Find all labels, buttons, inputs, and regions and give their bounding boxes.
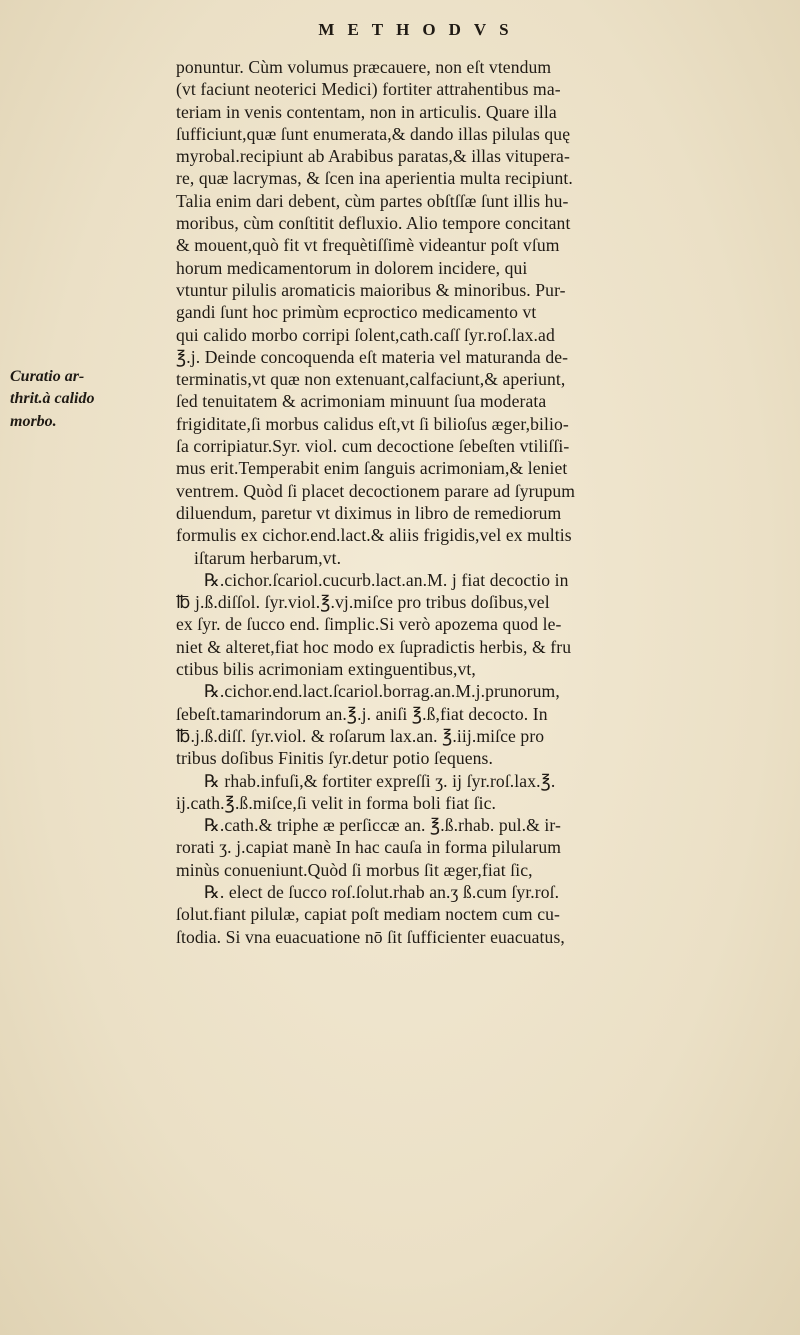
text-line: ctibus bilis acrimoniam extinguentibus,vt,	[176, 659, 476, 680]
text-line: ſufficiunt,quæ ſunt enumerata,& dando illas pilulas quę	[176, 123, 571, 144]
margin-note-line: Curatio ar-	[10, 368, 85, 385]
text-line: moribus, cùm conſtitit defluxio. Alio tempore concitant	[176, 213, 571, 234]
text-line: tribus doſibus Finitis ſyr.detur potio ſequens.	[176, 748, 493, 769]
text-line: formulis ex cichor.end.lact.& aliis frigidis,vel ex multis	[176, 525, 572, 546]
text-line: ponuntur. Cùm volumus præcauere, non eſt vtendum	[176, 57, 552, 77]
text-line: gandi ſunt hoc primùm ecproctico medicamento vt	[176, 302, 537, 323]
text-line: ventrem. Quòd ſi placet decoctionem parare ad ſyrupum	[176, 480, 576, 501]
recipe-line: ℞.cath.& triphe æ perſiccæ an. ℥.ß.rhab. pul.& ir-	[204, 815, 561, 836]
text-line: rorati ʒ. j.capiat manè In hac cauſa in forma pilularum	[176, 837, 562, 858]
text-line: ſtodia. Si vna euacuatione nō ſit ſufficienter euacuatus,	[176, 926, 565, 947]
text-line: terminatis,vt quæ non extenuant,calfaciunt,& aperiunt,	[176, 369, 566, 390]
text-line: iſtarum herbarum,vt.	[194, 547, 342, 568]
text-line: ij.cath.℥.ß.miſce,ſi velit in forma boli fiat ſic.	[176, 792, 497, 813]
text-line: minùs conueniunt.Quòd ſi morbus ſit æger,fiat ſic,	[176, 859, 533, 880]
margin-note-line: thrit.à calido	[10, 390, 95, 408]
text-line: ℔ j.ß.diſſol. ſyr.viol.℥.vj.miſce pro tribus doſibus,vel	[176, 592, 550, 613]
text-line: vtuntur pilulis aromaticis maioribus & minoribus. Pur-	[176, 279, 566, 300]
text-line: ſed tenuitatem & acrimoniam minuunt ſua moderata	[176, 391, 547, 412]
margin-note-line: morbo.	[10, 412, 57, 430]
text-line: ſebeſt.tamarindorum an.℥.j. aniſi ℥.ß,fiat decocto. In	[176, 703, 548, 724]
text-line: ſolut.fiant pilulæ, capiat poſt mediam noctem cum cu-	[176, 904, 560, 925]
text-line: & mouent,quò fit vt frequètiſſimè videantur poſt vſum	[176, 235, 560, 256]
recipe-line: ℞.cichor.end.lact.ſcariol.borrag.an.M.j.prunorum,	[204, 681, 560, 702]
text-line: myrobal.recipiunt ab Arabibus paratas,& illas vitupera-	[176, 146, 570, 167]
recipe-line: ℞.cichor.ſcariol.cucurb.lact.an.M. j fiat decoctio in	[204, 569, 569, 590]
text-line: teriam in venis contentam, non in articulis. Quare illa	[176, 101, 557, 122]
recipe-line: ℞ rhab.infuſi,& fortiter expreſſi ʒ. ij ſyr.roſ.lax.℥.	[204, 770, 556, 791]
text-line: ℔.j.ß.diſſ. ſyr.viol. & roſarum lax.an. ℥.iij.miſce pro	[176, 725, 545, 746]
recipe-line: ℞. elect de ſucco roſ.ſolut.rhab an.ʒ ß.cum ſyr.roſ.	[204, 881, 560, 902]
text-line: horum medicamentorum in dolorem incidere, qui	[176, 257, 528, 278]
margin-note	[10, 366, 170, 433]
text-line: mus erit.Temperabit enim ſanguis acrimoniam,& leniet	[176, 458, 568, 479]
text-line: diluendum, paretur vt diximus in libro de remediorum	[176, 502, 562, 523]
text-line: ex ſyr. de ſucco end. ſimplic.Si verò apozema quod le-	[176, 614, 562, 635]
text-line: frigiditate,ſi morbus calidus eſt,vt ſi bilioſus æger,bilio-	[176, 413, 569, 434]
running-head: METHODVS	[318, 20, 522, 39]
text-line: ℥.j. Deinde concoquenda eſt materia vel maturanda de-	[176, 346, 569, 367]
text-line: re, quæ lacrymas, & ſcen ina aperientia multa recipiunt.	[176, 168, 573, 189]
text-line: Talia enim dari debent, cùm partes obſtſſæ ſunt illis hu-	[176, 190, 569, 211]
text-line: qui calido morbo corripi ſolent,cath.caſſ ſyr.roſ.lax.ad	[176, 324, 555, 345]
body-text	[176, 56, 776, 948]
text-line: (vt faciunt neoterici Medici) fortiter attrahentibus ma-	[176, 79, 561, 100]
text-line: ſa corripiatur.Syr. viol. cum decoctione ſebeſten vtiliſſi-	[176, 436, 570, 457]
text-line: niet & alteret,fiat hoc modo ex ſupradictis herbis, & fru	[176, 636, 572, 657]
